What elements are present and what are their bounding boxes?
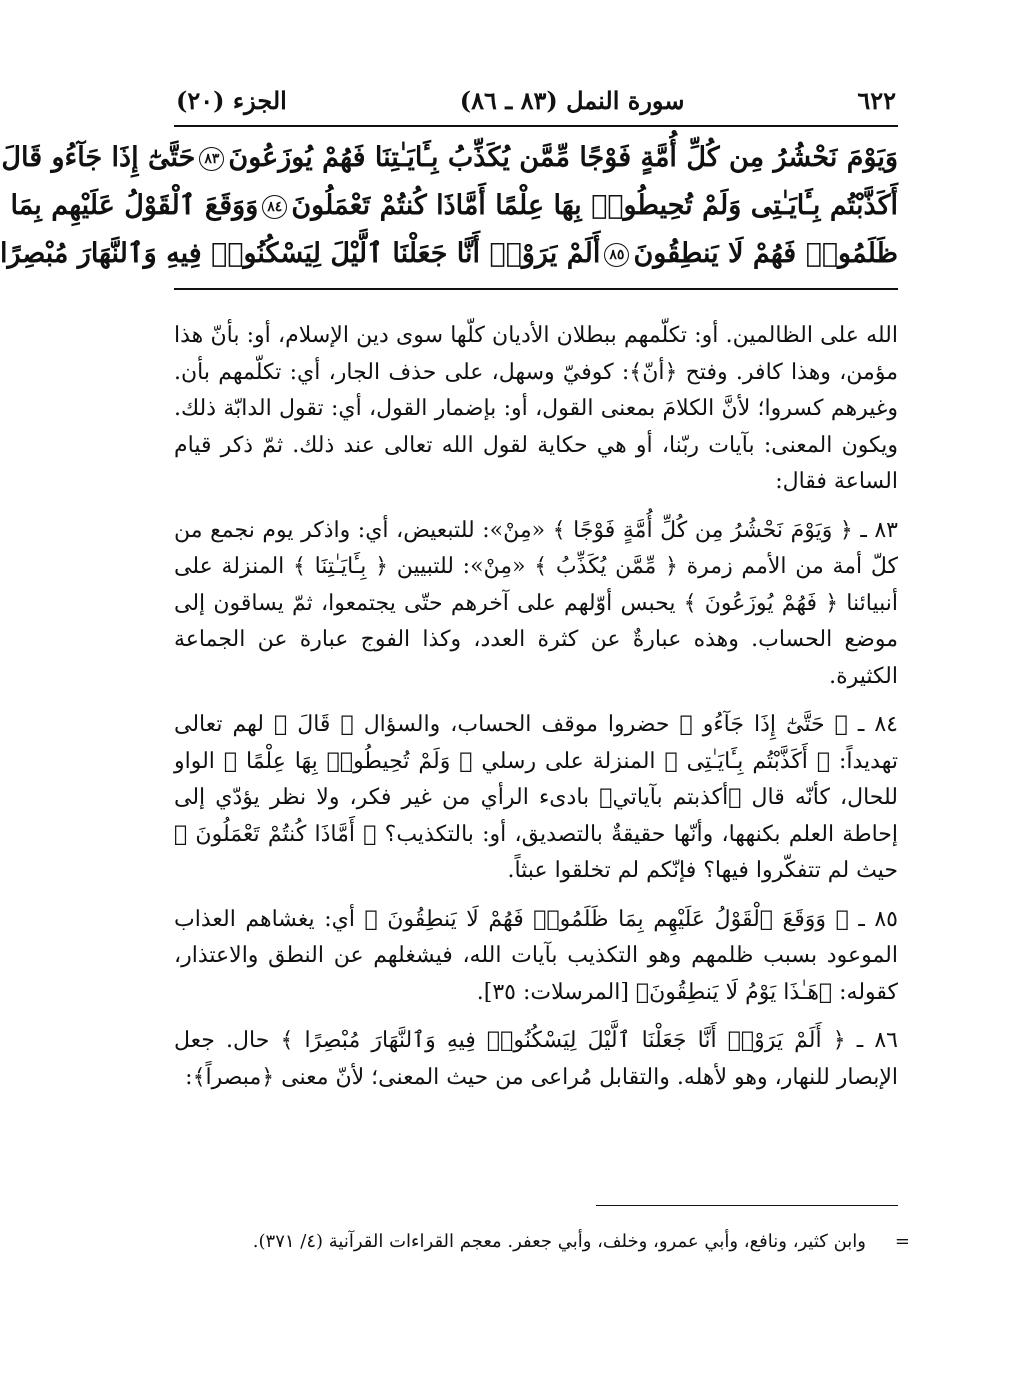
ayah-number-84: ٨٤: [262, 195, 287, 219]
footnote-text: وابن كثير، ونافع، وأبي عمرو، وخلف، وأبي جعفر. معجم القراءات القرآنية (٤/ ٣٧١).: [252, 1231, 866, 1252]
footnote-continuation-mark: =: [894, 1231, 910, 1252]
footnote-rule: [596, 1205, 898, 1206]
ayah-number-85: ٨٥: [604, 243, 629, 267]
quran-verses: [0, 134, 898, 278]
footnote: [174, 1228, 910, 1256]
ayah-number-83: ٨٣: [199, 147, 224, 171]
juz-label: الجزء (٢٠): [176, 85, 287, 115]
verse-line-1: وَيَوْمَ نَحْشُرُ مِن كُلِّ أُمَّةٍ فَوْجًا مِّمَّن يُكَذِّبُ بِـَٔايَـٰتِنَا فَهُمْ يُوزَعُونَ٨٣حَتَّىٰٓ إِذَا جَآءُو قَالَ: [1, 142, 898, 173]
verse-line-3: ظَلَمُوا۟ فَهُمْ لَا يَنطِقُونَ٨٥أَلَمْ يَرَوْا۟ أَنَّا جَعَلْنَا ٱلَّيْلَ لِيَسْكُنُوا۟ فِيهِ وَٱلنَّهَارَ مُبْصِرًا: [0, 238, 898, 269]
verses-rule: [174, 288, 898, 290]
surah-title: سورة النمل (٨٣ ـ ٨٦): [459, 85, 685, 115]
paragraph-84: ٨٤ ـ ﴿ حَتَّىٰٓ إِذَا جَآءُو ﴾ حضروا موقف الحساب، والسؤال ﴿ قَالَ ﴾ لهم تعالى تهديداً: ﴿ أَكَذَّبْتُم بِـَٔايَـٰتِى ﴾ المنزلة على رسلي ﴿ وَلَمْ تُحِيطُوا۟ بِهَا عِلْمًا ﴾ الواو للحال، كأنّه قال ﴿أكذبتم بآياتي﴾ بادىء الرأي من غير فكر، ولا نظر يؤدّي إلى إحاطة العلم بكنهها، وأنّها حقيقةٌ بالتصديق، أو: بالتكذيب؟ ﴿ أَمَّاذَا كُنتُمْ تَعْمَلُونَ ﴾ حيث لم تتفكّروا فيها؟ فإنّكم لم تخلقوا عبثاً.: [174, 712, 898, 883]
paragraph-83: ٨٣ ـ ﴿ وَيَوْمَ نَحْشُرُ مِن كُلِّ أُمَّةٍ فَوْجًا ﴾ «مِنْ»: للتبعيض، أي: واذكر يوم نجمع من كلّ أمة من الأمم زمرة ﴿ مِّمَّن يُكَذِّبُ ﴾ «مِنْ»: للتبيين ﴿ بِـَٔايَـٰتِنَا ﴾ المنزلة على أنبيائنا ﴿ فَهُمْ يُوزَعُونَ ﴾ يحبس أوّلهم على آخرهم حتّى يجتمعوا، ثمّ يساقون إلى موضع الحساب. وهذه عبارةٌ عن كثرة العدد، وكذا الفوج عبارة عن الجماعة الكثيرة.: [174, 517, 898, 689]
page-header: [176, 80, 896, 120]
page-number: ٦٢٢: [857, 85, 896, 115]
verse-line-2: أَكَذَّبْتُم بِـَٔايَـٰتِى وَلَمْ تُحِيطُوا۟ بِهَا عِلْمًا أَمَّاذَا كُنتُمْ تَعْمَلُونَ٨٤وَوَقَعَ ٱلْقَوْلُ عَلَيْهِم بِمَا: [10, 190, 898, 221]
header-rule: [174, 125, 898, 127]
paragraph-intro: الله على الظالمين. أو: تكلّمهم ببطلان الأديان كلّها سوى دين الإسلام، أو: بأنّ هذا مؤمن، وهذا كافر. وفتح ﴿أنّ﴾: كوفيّ وسهل، على حذف الجار، أي: تكلّمهم بأن. وغيرهم كسروا؛ لأنَّ الكلامَ بمعنى القول، أو: بإضمار القول، أي: تقول الدابّة ذلك. ويكون المعنى: بآيات ربّنا، أو هي حكاية لقول الله تعالى عند ذلك. ثمّ ذكر قيام الساعة فقال:: [174, 323, 898, 494]
commentary: [174, 318, 898, 1108]
paragraph-86: ٨٦ ـ ﴿ أَلَمْ يَرَوْا۟ أَنَّا جَعَلْنَا ٱلَّيْلَ لِيَسْكُنُوا۟ فِيهِ وَٱلنَّهَارَ مُبْصِرًا ﴾ حال. جعل الإبصار للنهار، وهو لأهله. والتقابل مُراعى من حيث المعنى؛ لأنّ معنى ﴿مبصراً﴾:: [174, 1028, 898, 1090]
paragraph-85: ٨٥ ـ ﴿ وَوَقَعَ ٱلْقَوْلُ عَلَيْهِم بِمَا ظَلَمُوا۟ فَهُمْ لَا يَنطِقُونَ ﴾ أي: يغشاهم العذاب الموعود بسبب ظلمهم وهو التكذيب بآيات الله، فيشغلهم عن النطق والاعتذار، كقوله: ﴿هَـٰذَا يَوْمُ لَا يَنطِقُونَ﴾ [المرسلات: ٣٥].: [174, 906, 898, 1005]
